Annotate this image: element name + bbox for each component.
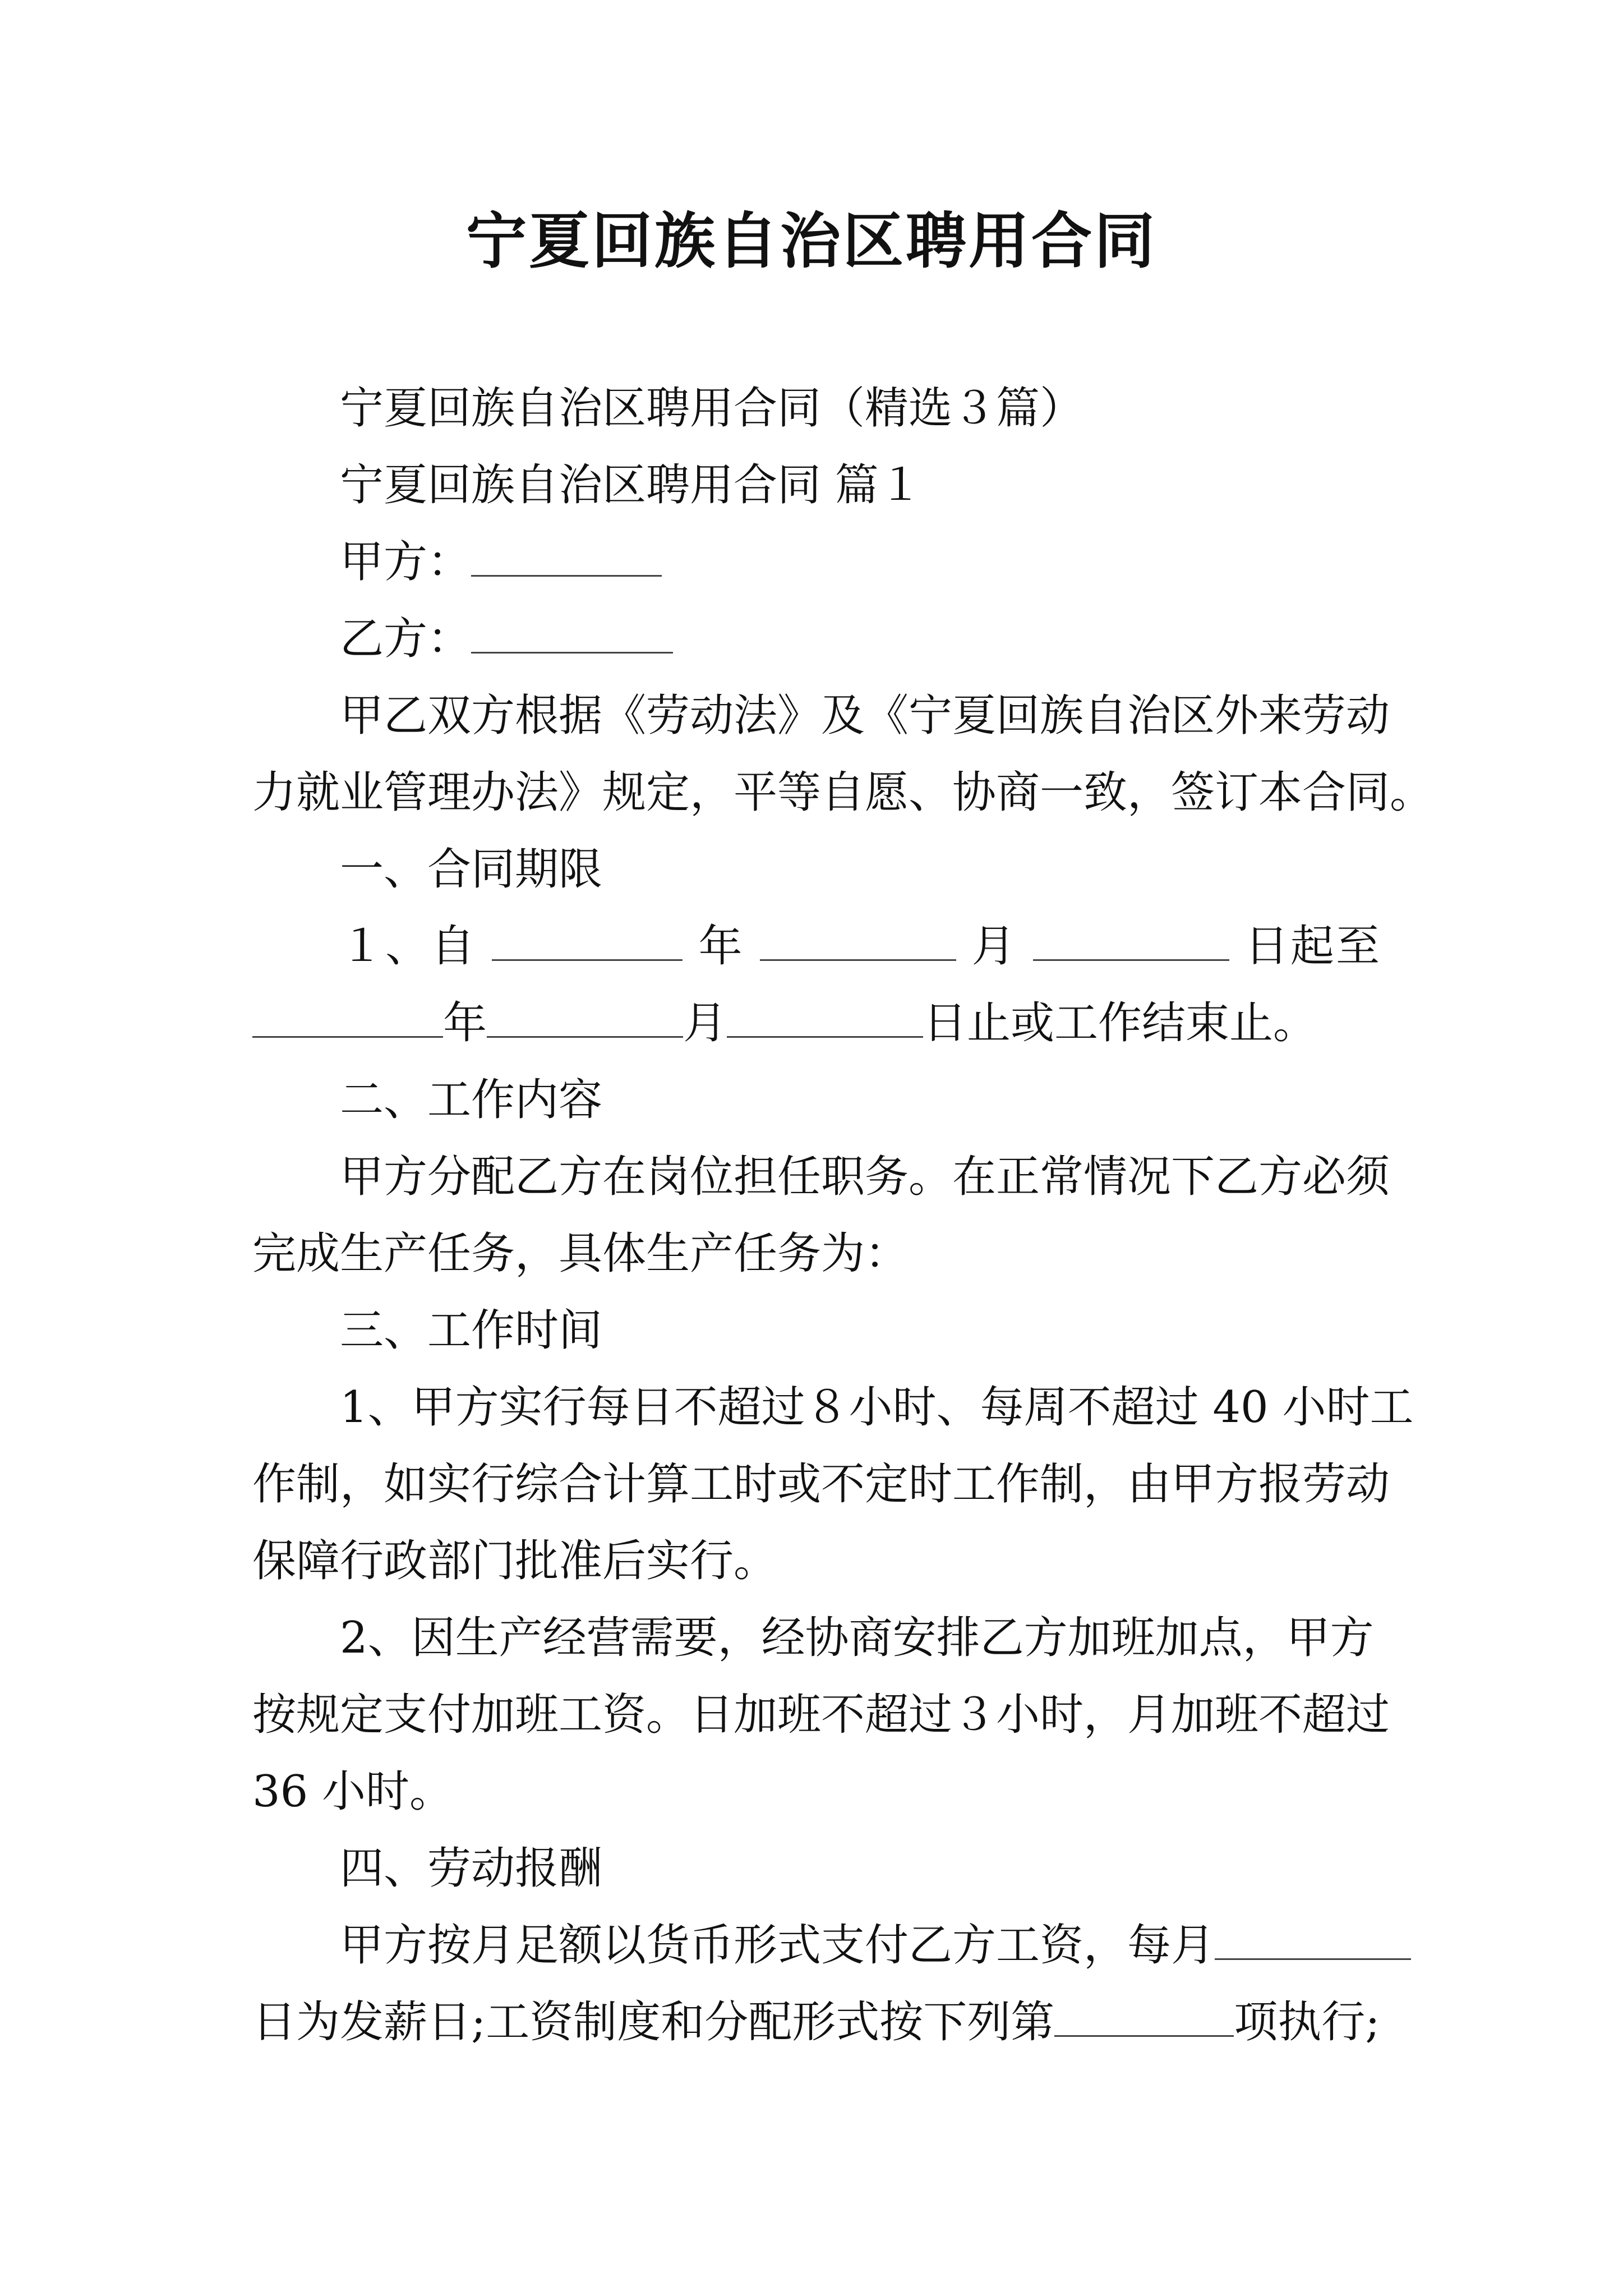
section-3-heading: 三、工作时间	[340, 1305, 603, 1356]
party-a-label: 甲方：	[340, 537, 472, 587]
document-title: 宁夏回族自治区聘用合同	[465, 206, 1157, 277]
term-end-label: 日止或工作结束止。	[923, 998, 1317, 1048]
term-month-label: 月	[971, 921, 1017, 972]
term-start-month-blank	[760, 924, 956, 961]
pay-item-blank	[1054, 2000, 1234, 2037]
time-2-line-2: 按规定支付加班工资。日加班不超过３小时，月加班不超过	[252, 1690, 1390, 1740]
time-1-line-3: 保障行政部门批准后实行。	[252, 1536, 778, 1586]
party-b-label: 乙方：	[340, 614, 472, 664]
term-line-2	[252, 985, 1380, 1062]
term-start-day-blank	[1033, 924, 1229, 961]
time-1-line-1: 1、甲方实行每日不超过８小时、每周不超过 40 小时工	[340, 1382, 1414, 1433]
pay-line-1	[252, 1907, 1380, 1984]
term-month2-label: 月	[683, 998, 727, 1048]
work-line-1: 甲方分配乙方在岗位担任职务。在正常情况下乙方必须	[340, 1152, 1390, 1202]
subtitle-article: 宁夏回族自治区聘用合同 篇１	[340, 460, 923, 510]
pay-text-2a: 日为发薪日;工资制度和分配形式按下列第	[252, 1997, 1055, 2047]
time-2-line-1: 2、因生产经营需要，经协商安排乙方加班加点，甲方	[340, 1613, 1374, 1663]
term-start-year-blank	[492, 924, 683, 961]
pay-line-2	[252, 1984, 1380, 2061]
section-1-heading: 一、合同期限	[340, 844, 603, 895]
term-day-from-label: 日起至	[1244, 921, 1380, 972]
term-end-year-blank	[252, 1001, 443, 1038]
term-year-label: 年	[698, 921, 744, 972]
pay-day-blank	[1215, 1924, 1411, 1960]
term-end-month-blank	[487, 1001, 683, 1038]
term-year2-label: 年	[443, 998, 487, 1048]
time-1-line-2: 作制，如实行综合计算工时或不定时工作制，由甲方报劳动	[252, 1459, 1390, 1510]
party-a-line	[252, 524, 1380, 601]
section-4-heading: 四、劳动报酬	[340, 1843, 603, 1894]
pay-text-1: 甲方按月足额以货币形式支付乙方工资，每月	[340, 1920, 1215, 1971]
party-b-blank	[471, 617, 673, 654]
term-start-label: １、自	[340, 921, 477, 972]
intro-line-2: 力就业管理办法》规定，平等自愿、协商一致，签订本合同。	[252, 767, 1434, 818]
term-end-day-blank	[727, 1001, 923, 1038]
document-body	[252, 370, 1434, 2061]
party-a-blank	[471, 540, 662, 577]
intro-line-1: 甲乙双方根据《劳动法》及《宁夏回族自治区外来劳动	[340, 691, 1390, 741]
pay-text-2b: 项执行;	[1234, 1997, 1380, 2047]
section-2-heading: 二、工作内容	[340, 1075, 603, 1125]
party-b-line	[252, 601, 1380, 678]
work-line-2: 完成生产任务，具体生产任务为：	[252, 1228, 909, 1279]
term-line-1	[252, 908, 1380, 985]
subtitle-collection: 宁夏回族自治区聘用合同（精选３篇）	[340, 383, 1084, 434]
time-2-line-3: 36 小时。	[252, 1766, 454, 1817]
